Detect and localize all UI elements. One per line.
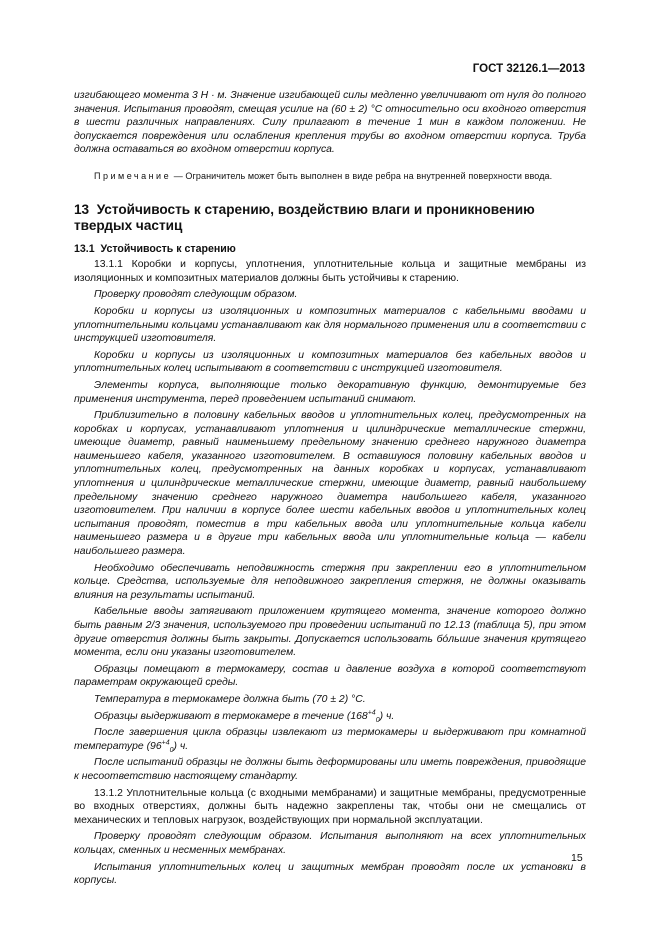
hold-text: Образцы выдерживают в термокамере в течение [94, 710, 345, 722]
paragraph: Необходимо обеспечивать неподвижность стержня при закреплении его в уплотнительном кольце. Средства, используемые для неподвижного закрепления стержня, не должны оказывать влияния на результаты испытаний. [74, 562, 586, 601]
section-heading [74, 202, 586, 235]
note-text: — Ограничитель может быть выполнен в виде ребра на внутренней поверхности ввода. [173, 170, 553, 181]
note [74, 170, 586, 184]
top-paragraph: изгибающего момента 3 Н · м. Значение изгибающей силы медленно увеличивают от нуля до полного значения. Испытания проводят, смещая усилие на (60 ± 2) °С относительно оси входного отверстия в шести различных направлениях. Силу прилагают в течение 1 мин в каждом положении. Не допускается повреждения или ослабления крепления трубы во входном отверстии корпуса. Труба должна оставаться во входном отверстии корпуса. [74, 90, 586, 156]
after-text: После завершения цикла образцы извлекают из термокамеры и выдерживают при комнатной температуре [74, 727, 586, 752]
paragraph: Температура в термокамере должна быть (70 ± 2) °С. [94, 693, 366, 705]
paragraph-13-1-2: 13.1.2 Уплотнительные кольца (с входными мембранами) и защитные мембраны, предусмотренные во входных отверстиях, должны быть надежно закреплены так, чтобы они не смещались от механических и тепловых нагрузок, воздействующих при нормальной эксплуатации. [74, 787, 586, 826]
hold-value: 168 [350, 710, 368, 722]
after-value: 96 [150, 740, 162, 752]
paragraph-13-1-1: 13.1.1 Коробки и корпусы, уплотнения, уплотнительные кольца и защитные мембраны из изоляционных и композитных материалов должны быть устойчивы к старению. [74, 259, 586, 284]
paragraph: Коробки и корпусы из изоляционных и композитных материалов без кабельных вводов и уплотнительных колец испытывают в соответствии с инструкцией изготовителя. [74, 349, 586, 375]
section-title: Устойчивость к старению, воздействию влаги и проникновению твердых частиц [74, 201, 535, 234]
paragraph: Элементы корпуса, выполняющие только декоративную функцию, демонтируемые без применения инструмента, перед проведением испытаний снимают. [74, 379, 586, 405]
subsection-heading [74, 243, 586, 257]
hold-sup: +4 [367, 709, 376, 717]
subsection-title: Устойчивость к старению [100, 242, 236, 255]
paragraph: Кабельные вводы затягивают приложением крутящего момента, значение которого должно быть равным 2/3 значения, используемого при проведении испытаний по 12.13 (таблица 5), при этом другие отверстия должны быть закрыты. Допускается использовать бóльшие значения крутящего момента, если они указаны изготовителем. [74, 606, 586, 659]
paragraph: Коробки и корпусы из изоляционных и композитных материалов с кабельными вводами и уплотнительными кольцами устанавливают как для нормального применения или в соответствии с инструкцией изготовителя. [74, 305, 586, 345]
hold-unit: ч. [385, 710, 395, 722]
after-unit: ч. [179, 740, 189, 752]
paragraph: После испытаний образцы не должны быть деформированы или иметь повреждения, приводящие к несоответствию настоящему стандарту. [74, 757, 586, 782]
paragraph: Проверку проводят следующим образом. Испытания выполняют на всех уплотнительных кольцах, сменных и несменных мембранах. [74, 831, 586, 856]
paragraph: Испытания уплотнительных колец и защитных мембран проводят после их установки в корпусы. [74, 861, 586, 887]
paragraph: Приблизительно в половину кабельных вводов и уплотнительных колец, предусмотренных на коробках и корпусах, устанавливают уплотнения и цилиндрические металлические стержни, имеющие диаметр, равный наименьшему предельному значению среднего наружного диаметра наименьшего кабеля, указанного изготовителем. В оставшуюся половину кабельных вводов и уплотнительных колец, предусмотренных на данных коробках и корпусах, устанавливают уплотнения и цилиндрические металлические стержни, имеющие диаметр, равный наибольшему предельному значению среднего наружного диаметра наибольшего кабеля, указанного изготовителем. При наличии в корпусе более шести кабельных вводов и уплотнительных колец испытания проводят, поместив в три кабельных ввода или уплотнительные кольца кабели наименьшего размера и в другие три кабельных ввода или уплотнительные кольца — кабели наибольшего размера. [74, 410, 586, 558]
note-label: Примечание [94, 170, 172, 181]
after-cycle-line: После завершения цикла образцы извлекают из термокамеры и выдерживают при комнатной температуре $(96^{+4}_0)$ ч. [74, 727, 586, 754]
page-content [74, 89, 586, 891]
after-sub: 0 [169, 746, 174, 754]
document-code: ГОСТ 32126.1—2013 [472, 63, 585, 75]
hold-sub: 0 [375, 716, 380, 724]
page-number: 15 [571, 852, 583, 864]
hold-time-line: Образцы выдерживают в термокамере в течение $(168^{+4}_0)$ ч. [94, 709, 395, 724]
paragraph: Проверку проводят следующим образом. [94, 289, 298, 301]
paragraph: Образцы помещают в термокамеру, состав и давление воздуха в которой соответствуют параметрам окружающей среды. [74, 663, 586, 689]
subsection-number: 13.1 [74, 242, 95, 255]
section-number: 13 [74, 201, 90, 217]
after-sup: +4 [161, 739, 170, 747]
